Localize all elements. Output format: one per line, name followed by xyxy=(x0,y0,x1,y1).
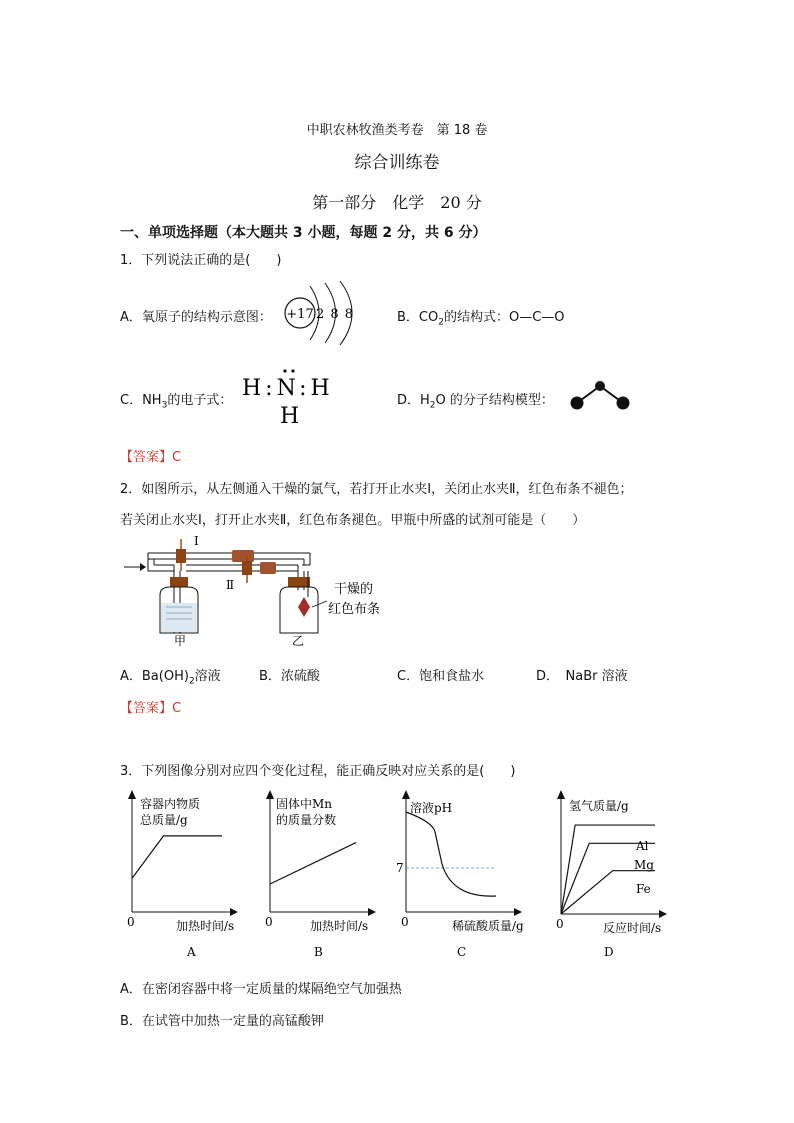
chart-d xyxy=(551,790,676,965)
chart-b-panel-label: B xyxy=(314,945,323,959)
q2-option-c: C．饱和食盐水 xyxy=(397,669,485,684)
chart-b-origin: 0 xyxy=(265,915,273,929)
q3-stem: 3．下列图像分别对应四个变化过程，能正确反映对应关系的是( ) xyxy=(120,764,516,779)
chart-a-origin: 0 xyxy=(127,915,135,929)
atom-structure-diagram xyxy=(280,278,370,348)
water-molecule-model xyxy=(565,378,635,414)
q1-option-d: D．$H_2O$ 的分子结构模型： xyxy=(397,393,554,411)
chart-a-ylabel-1: 容器内物质 xyxy=(140,797,201,811)
chart-b-xlabel: 加热时间/s xyxy=(310,919,369,933)
q1-option-a: A．氧原子的结构示意图： xyxy=(120,310,272,325)
chart-b xyxy=(260,790,380,965)
q2-option-b: B．浓硫酸 xyxy=(259,669,320,684)
chart-b-ylabel-2: 的质量分数 xyxy=(276,813,337,827)
chart-a xyxy=(122,790,242,965)
q2-answer: 【答案】C xyxy=(120,701,182,716)
exam-title: 中职农林牧渔类考卷 第 18 卷 xyxy=(306,123,488,138)
q3-option-a: A．在密闭容器中将一定质量的煤隔绝空气加强热 xyxy=(120,982,402,997)
q2-option-a: A．$Ba(OH)_2$溶液 xyxy=(120,669,221,687)
q1-option-b: B．$CO_2$的结构式：O—C—O xyxy=(397,310,565,328)
chart-d-xlabel: 反应时间/s xyxy=(603,921,662,935)
chart-d-label-al: Al xyxy=(636,839,649,853)
bottle-jia-label: 甲 xyxy=(174,634,187,647)
bottle-yi-label: 乙 xyxy=(292,634,305,647)
clamp-two-label: Ⅱ xyxy=(226,578,235,592)
chart-d-panel-label: D xyxy=(604,945,614,959)
q3-option-b: B．在试管中加热一定量的高锰酸钾 xyxy=(120,1014,324,1029)
q2-stem-line2: 若关闭止水夹Ⅰ，打开止水夹Ⅱ，红色布条褪色。甲瓶中所盛的试剂可能是（ ） xyxy=(120,513,586,528)
chart-c-xlabel: 稀硫酸质量/g xyxy=(452,919,524,933)
chart-b-ylabel-1: 固体中Mn xyxy=(276,797,333,811)
chart-c-panel-label: C xyxy=(457,945,467,959)
chart-c-tick-7: 7 xyxy=(396,861,404,875)
chart-b-series-line xyxy=(270,843,356,884)
q1-option-c: C．$NH_3$的电子式： xyxy=(120,393,233,411)
cloth-label-line1: 干燥的 xyxy=(334,582,374,597)
chart-a-ylabel-2: 总质量/g xyxy=(140,813,188,827)
q1-stem: 1．下列说法正确的是( ) xyxy=(120,253,282,268)
chart-a-panel-label: A xyxy=(187,945,196,959)
section-title: 一、单项选择题（本大题共 3 小题，每题 2 分，共 6 分） xyxy=(120,225,487,241)
chart-c-series-line xyxy=(406,812,496,896)
nh3-formula-text: H:N:H xyxy=(242,376,334,401)
ammonia-electron-formula xyxy=(240,365,340,430)
chart-a-xlabel: 加热时间/s xyxy=(176,919,235,933)
atom-nucleus-label: +17 xyxy=(286,307,314,322)
nh3-bottom-h: H xyxy=(280,404,300,429)
q2-option-d: D． NaBr 溶液 xyxy=(536,669,628,684)
q2-stem-line1: 2．如图所示，从左侧通入干燥的氯气，若打开止水夹Ⅰ，关闭止水夹Ⅱ，红色布条不褪色； xyxy=(120,482,633,497)
cloth-label-line2: 红色布条 xyxy=(328,602,381,617)
chart-d-label-fe: Fe xyxy=(636,882,651,896)
chart-d-label-mg: Mg xyxy=(634,858,654,872)
atom-shells-label: 2 8 8 xyxy=(315,307,355,322)
chart-c-ylabel: 溶液pH xyxy=(410,801,453,815)
clamp-one-label: Ⅰ xyxy=(194,535,199,548)
chart-c xyxy=(396,790,526,965)
page-subtitle: 综合训练卷 xyxy=(354,153,440,173)
chart-d-ylabel: 氢气质量/g xyxy=(569,799,629,813)
chart-a-series-line xyxy=(132,836,222,879)
chart-d-origin: 0 xyxy=(556,917,564,931)
part-title: 第一部分 化学 20 分 xyxy=(312,193,482,212)
chart-d-series-mg xyxy=(561,843,655,914)
chlorine-apparatus-diagram xyxy=(122,535,402,647)
q1-answer: 【答案】C xyxy=(120,450,182,465)
chart-c-origin: 0 xyxy=(401,915,409,929)
red-cloth-strip xyxy=(298,597,310,617)
